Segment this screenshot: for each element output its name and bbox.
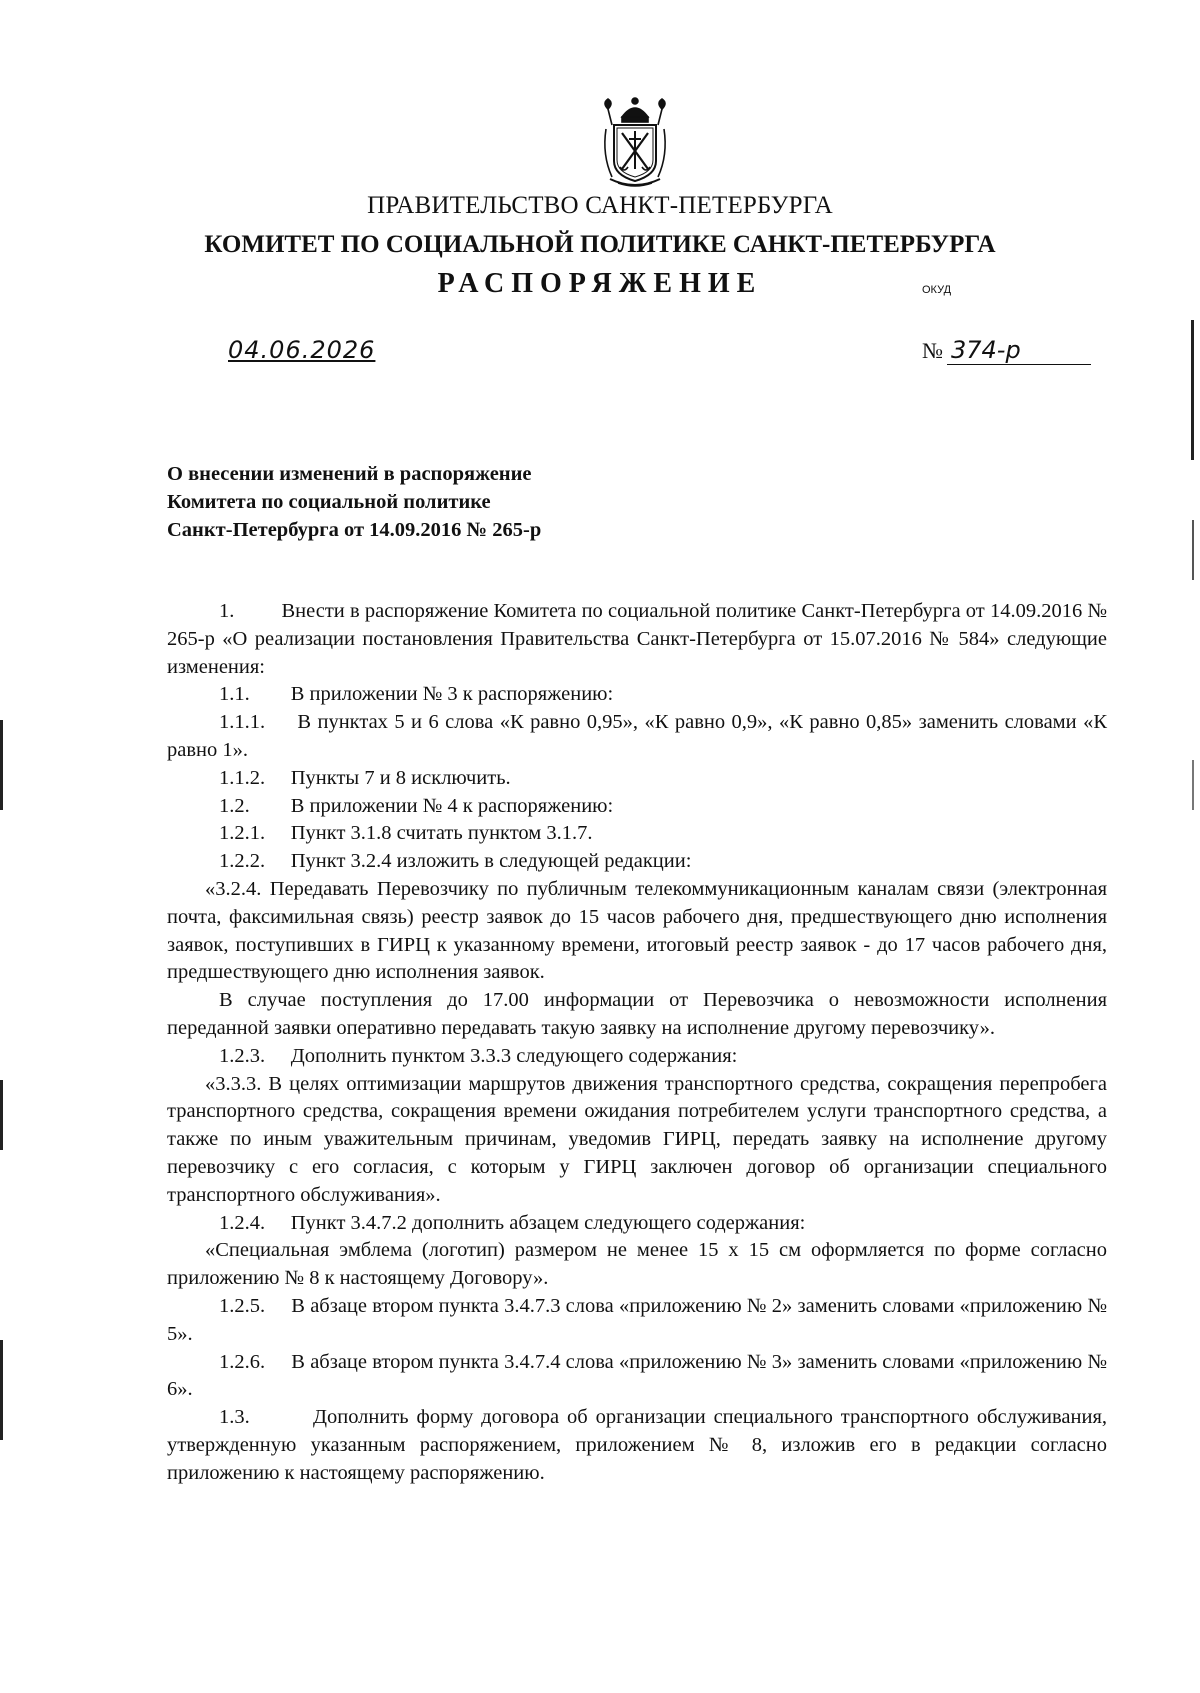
subject-line: О внесении изменений в распоряжение xyxy=(167,463,532,485)
item-text: Пункт 3.4.7.2 дополнить абзацем следующего содержания: xyxy=(290,1211,806,1234)
paragraph-1-1-1 xyxy=(167,709,1107,765)
document-date xyxy=(228,336,390,366)
item-text: В пунктах 5 и 6 слова «К равно 0,95», «К равно 0,9», «К равно 0,85» заменить словами «К равно 1». xyxy=(167,711,1107,761)
handwritten-number: 374-р xyxy=(947,336,1091,365)
item-text: Пункт 3.1.8 считать пунктом 3.1.7. xyxy=(290,822,593,845)
subject-line: Санкт-Петербурга от 14.09.2016 № 265-р xyxy=(167,519,542,541)
scan-edge-mark xyxy=(1192,520,1194,580)
scan-edge-mark xyxy=(1192,760,1194,810)
quoted-paragraph-3-2-4-second: В случае поступления до 17.00 информации от Перевозчика о невозможности исполнения переданной заявки оперативно передавать такую заявку на исполнение другому перевозчику». xyxy=(167,989,1107,1039)
paragraph-1 xyxy=(167,598,1107,681)
number-sign: № xyxy=(922,338,943,363)
item-text: Внести в распоряжение Комитета по социальной политике Санкт-Петербурга от 14.09.2016 № 265-р «О реализации постановления Правительства Санкт-Петербурга от 15.07.2016 № 584» следующие изменения: xyxy=(167,600,1108,678)
scan-edge-mark xyxy=(0,1080,3,1150)
item-number: 1.2.2. xyxy=(219,850,266,873)
quoted-paragraph-3-4-7-2: «Специальная эмблема (логотип) размером не менее 15 х 15 см оформляется по форме согласно приложению № 8 к настоящему Договору». xyxy=(167,1239,1107,1290)
item-text: Дополнить форму договора об организации специального транспортного обслуживания, утвержденную указанным распоряжением, приложением № 8, изложив его в редакции согласно приложению к настоящему распоряжению. xyxy=(167,1406,1107,1484)
item-number: 1.2.1. xyxy=(219,822,266,845)
item-number: 1.2.5. xyxy=(219,1294,266,1317)
item-text: В абзаце втором пункта 3.4.7.3 слова «приложению № 2» заменить словами «приложению № 5». xyxy=(167,1294,1108,1345)
paragraph-1-2-5 xyxy=(167,1293,1107,1349)
item-number: 1.1.2. xyxy=(219,766,266,789)
paragraph-1-3 xyxy=(167,1404,1107,1487)
item-number: 1. xyxy=(219,600,235,622)
scan-edge-mark xyxy=(1191,320,1194,460)
paragraph-1-2 xyxy=(167,793,1107,821)
paragraph-1-2-4 xyxy=(167,1210,1107,1238)
item-number: 1.2.4. xyxy=(219,1211,266,1234)
item-text: В абзаце втором пункта 3.4.7.4 слова «приложению № 3» заменить словами «приложению № 6». xyxy=(167,1350,1108,1401)
item-text: Пункт 3.2.4 изложить в следующей редакции: xyxy=(290,850,692,873)
okud-label: ОКУД xyxy=(922,284,952,296)
paragraph-1-2-2 xyxy=(167,848,1107,876)
committee-title: КОМИТЕТ ПО СОЦИАЛЬНОЙ ПОЛИТИКЕ САНКТ-ПЕТЕРБУРГА xyxy=(204,231,996,258)
paragraph-1-1 xyxy=(167,681,1107,709)
item-number: 1.3. xyxy=(219,1406,250,1429)
item-text: Пункты 7 и 8 исключить. xyxy=(290,766,511,789)
paragraph-1-2-3 xyxy=(167,1043,1107,1071)
government-title: ПРАВИТЕЛЬСТВО САНКТ-ПЕТЕРБУРГА xyxy=(367,192,833,219)
document-number xyxy=(922,336,1122,370)
paragraph-1-2-1 xyxy=(167,820,1107,848)
paragraph-1-2-6 xyxy=(167,1349,1107,1405)
document-subject xyxy=(167,460,687,544)
quoted-paragraph-3-2-4: «3.2.4. Передавать Перевозчику по публичным телекоммуникационным каналам связи (электронная почта, факсимильная связь) реестр заявок до 15 часов рабочего дня, предшествующего дню исполнения заявок, поступивших в ГИРЦ к указанному времени, итоговый реестр заявок - до 17 часов рабочего дня, предшествующего дню исполнения заявок. xyxy=(167,877,1107,984)
item-number: 1.1. xyxy=(219,683,250,706)
item-number: 1.2.3. xyxy=(219,1044,266,1067)
item-text: В приложении № 3 к распоряжению: xyxy=(290,683,614,706)
item-number: 1.2. xyxy=(219,794,250,817)
document-type-title: РАСПОРЯЖЕНИЕ xyxy=(437,268,763,299)
document-body xyxy=(167,598,1107,1488)
subject-line: Комитета по социальной политике xyxy=(167,491,491,513)
item-number: 1.1.1. xyxy=(219,711,266,734)
item-number: 1.2.6. xyxy=(219,1350,266,1373)
scan-edge-mark xyxy=(0,720,3,810)
scan-edge-mark xyxy=(0,1340,3,1440)
coat-of-arms-icon xyxy=(598,95,672,191)
handwritten-date: 04.06.2026 xyxy=(228,336,376,364)
item-text: Дополнить пунктом 3.3.3 следующего содержания: xyxy=(290,1044,738,1067)
quoted-paragraph-3-3-3: «3.3.3. В целях оптимизации маршрутов движения транспортного средства, сокращения перепробега транспортного средства, сокращения времени ожидания потребителем услуги транспортного средства, а также по иным уважительным причинам, уведомив ГИРЦ, передать заявку на исполнение другому перевозчику с его согласия, с которым у ГИРЦ заключен договор об организации специального транспортного обслуживания». xyxy=(167,1072,1107,1206)
item-text: В приложении № 4 к распоряжению: xyxy=(290,794,614,817)
paragraph-1-1-2 xyxy=(167,765,1107,793)
